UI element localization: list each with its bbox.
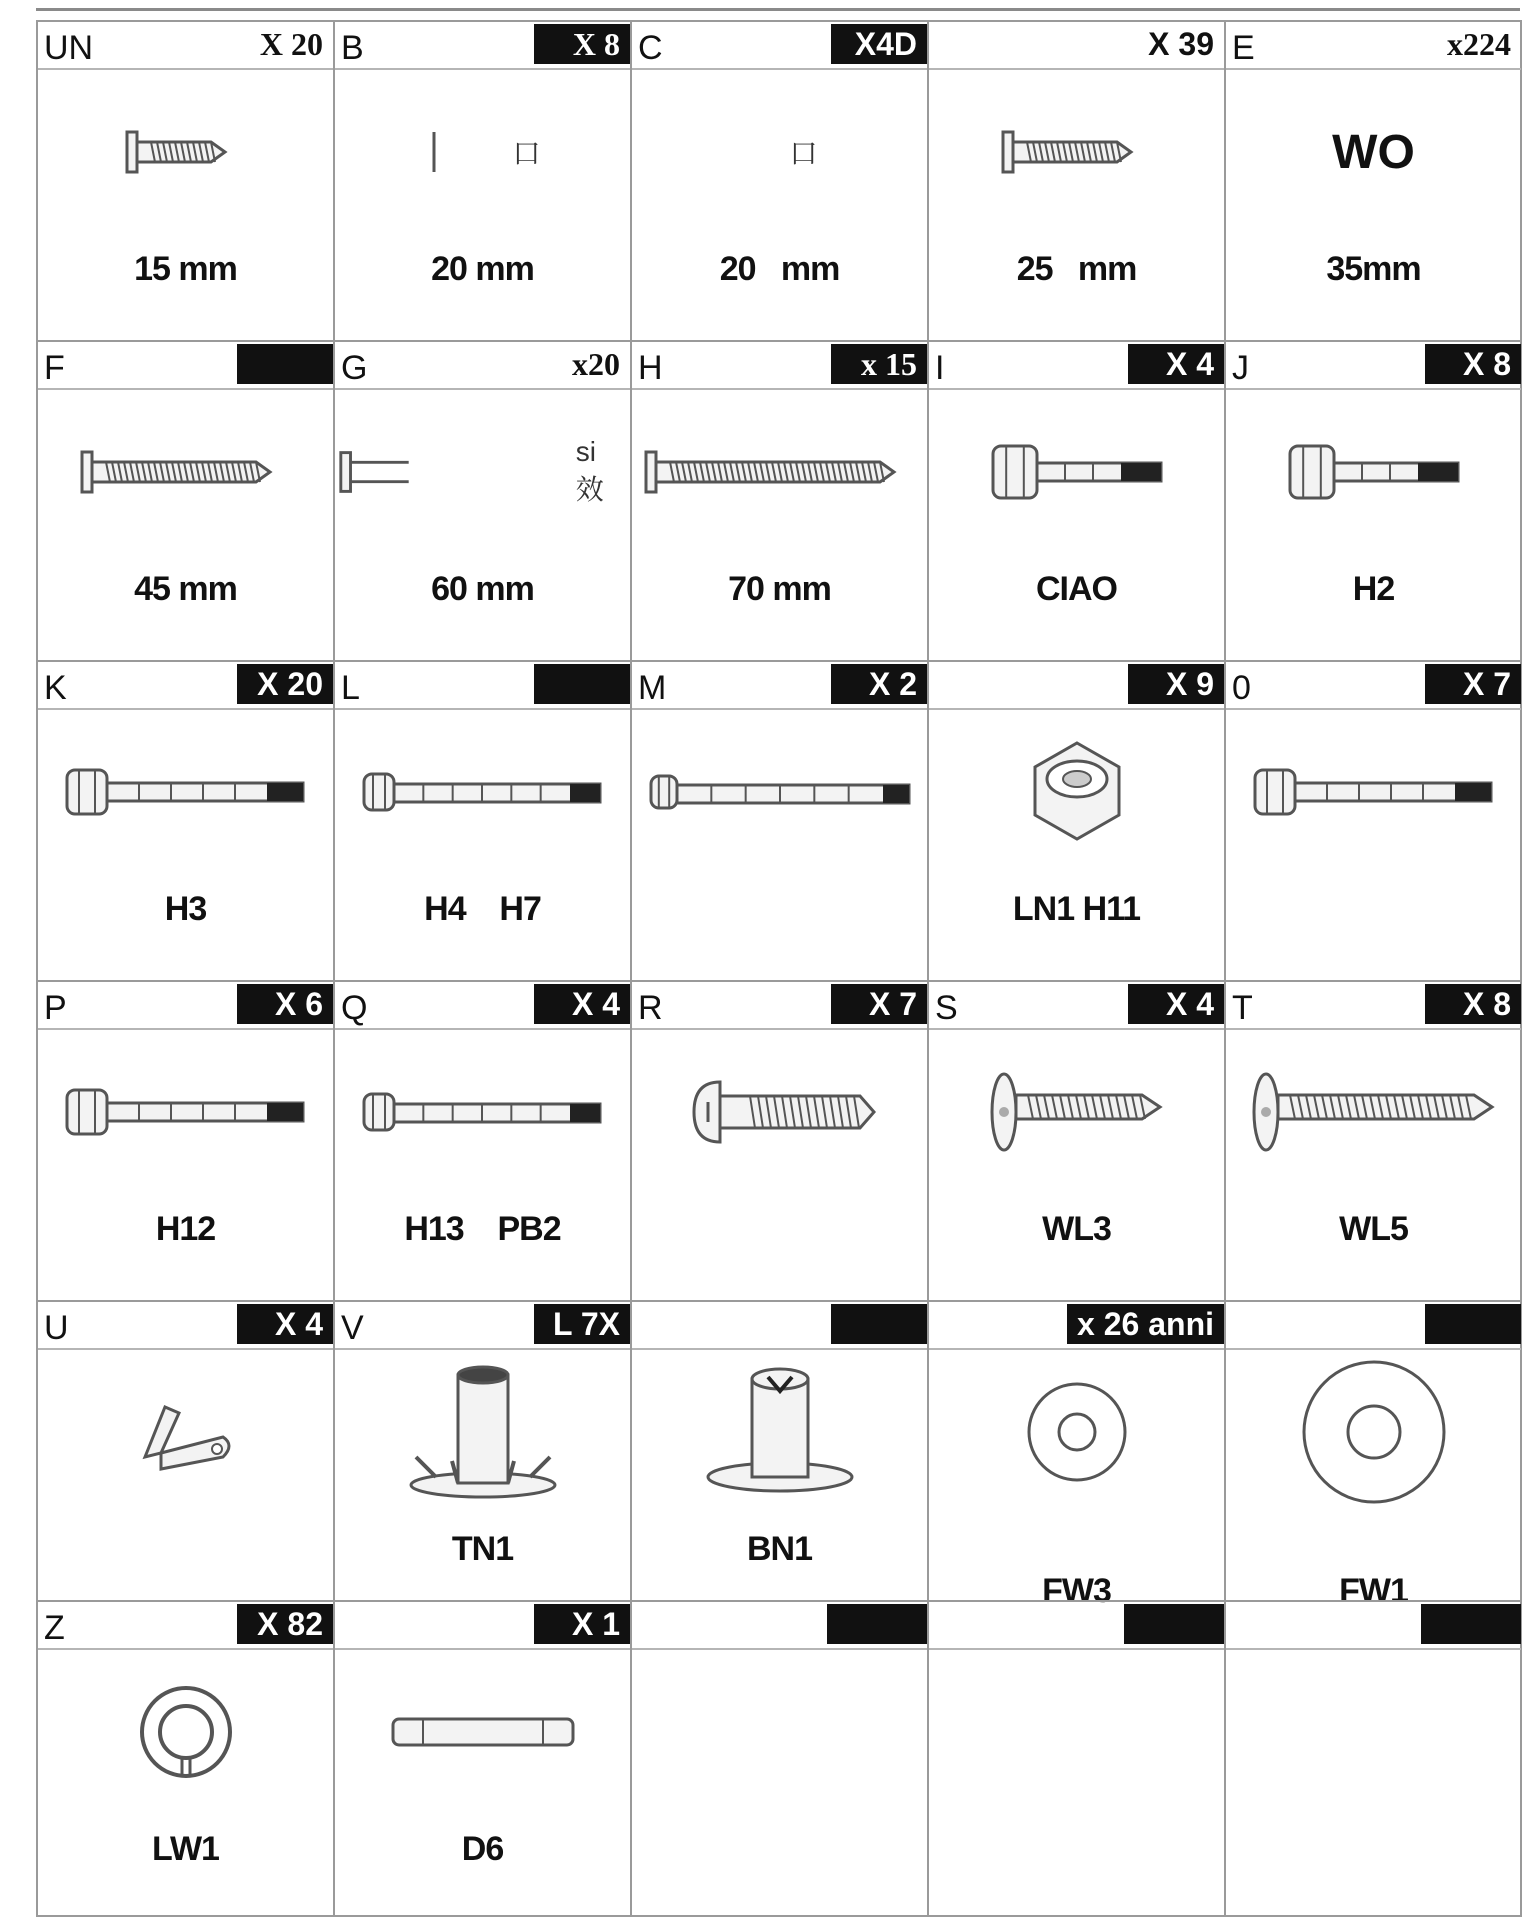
quantity-badge: X 82 — [237, 1604, 333, 1644]
quantity-badge — [827, 1604, 927, 1644]
parts-cell — [333, 20, 630, 340]
hex-bolt-medium-icon — [38, 712, 333, 872]
part-letter: S — [935, 989, 958, 1027]
part-label: 25 mm — [1016, 250, 1137, 288]
part-letter: P — [44, 989, 67, 1027]
wafer-head-screw-icon — [929, 1032, 1224, 1192]
quantity-badge — [1421, 1604, 1521, 1644]
part-letter: I — [935, 349, 945, 387]
hex-bolt-long-icon — [335, 1032, 630, 1192]
parts-cell — [36, 660, 333, 980]
lock-washer-icon — [38, 1652, 333, 1812]
cell-header — [1226, 1302, 1521, 1350]
quantity-badge: X 6 — [237, 984, 333, 1024]
part-letter: G — [341, 349, 368, 387]
parts-cell — [36, 980, 333, 1300]
quantity-badge: X 2 — [831, 664, 927, 704]
cell-header — [38, 1602, 333, 1650]
hex-bolt-extra-long-icon — [632, 712, 927, 872]
hex-bolt-medium-icon — [1226, 712, 1521, 872]
extra-long-screw-icon — [632, 392, 927, 552]
part-label: TN1 — [451, 1530, 514, 1568]
cell-header — [335, 342, 630, 390]
part-letter: C — [638, 29, 663, 67]
parts-cell — [927, 1600, 1224, 1915]
cell-header — [335, 1602, 630, 1650]
lock-nut-icon — [929, 712, 1224, 872]
glyph-text: si 效 — [575, 436, 604, 505]
quantity-badge — [1124, 1604, 1224, 1644]
quantity-badge: X 20 — [237, 664, 333, 704]
hardware-grid — [36, 20, 1522, 1917]
cell-header — [632, 982, 927, 1030]
parts-cell — [630, 1300, 927, 1600]
quantity-badge: X 7 — [831, 984, 927, 1024]
part-letter: M — [638, 669, 667, 707]
small-washer-icon — [929, 1352, 1224, 1512]
quantity-badge: L 7X — [534, 1304, 630, 1344]
part-label: WL5 — [1339, 1210, 1408, 1248]
parts-cell — [333, 1600, 630, 1915]
quantity-badge: X 4 — [1128, 984, 1224, 1024]
cell-header — [632, 22, 927, 70]
quantity-badge: X 8 — [1425, 984, 1521, 1024]
cell-header — [335, 1302, 630, 1350]
parts-cell — [927, 1300, 1224, 1610]
quantity-badge: x20 — [572, 346, 620, 382]
quantity-badge: X 8 — [534, 24, 630, 64]
glyph-text: 口 — [789, 138, 818, 169]
long-screw-icon — [38, 392, 333, 552]
part-letter: J — [1232, 349, 1249, 387]
part-label: 45 mm — [134, 570, 237, 608]
quantity-badge: X 4 — [237, 1304, 333, 1344]
cell-header — [38, 22, 333, 70]
cell-header — [929, 1602, 1224, 1650]
cell-header — [335, 22, 630, 70]
large-washer-icon — [1226, 1352, 1521, 1512]
empty-art — [632, 1652, 927, 1812]
quantity-badge — [534, 664, 630, 704]
cell-header — [1226, 982, 1521, 1030]
cell-header — [38, 342, 333, 390]
cell-header — [929, 662, 1224, 710]
part-letter: T — [1232, 989, 1253, 1027]
parts-cell — [36, 340, 333, 660]
parts-cell — [333, 660, 630, 980]
tee-nut-icon — [335, 1352, 630, 1512]
cell-header — [38, 982, 333, 1030]
quantity-badge — [237, 344, 333, 384]
part-letter: U — [44, 1309, 69, 1347]
parts-cell — [1224, 980, 1521, 1300]
parts-cell — [1224, 20, 1521, 340]
quantity-badge: X 9 — [1128, 664, 1224, 704]
top-rule — [36, 8, 1520, 11]
parts-cell — [927, 20, 1224, 340]
part-label: BN1 — [746, 1530, 813, 1568]
parts-cell — [333, 980, 630, 1300]
part-letter: B — [341, 29, 364, 67]
empty-art — [929, 1652, 1224, 1812]
part-letter: K — [44, 669, 67, 707]
angle-bracket-icon — [38, 1352, 333, 1512]
cell-header — [929, 342, 1224, 390]
bracket-glyph-icon — [335, 72, 630, 232]
part-letter: E — [1232, 29, 1255, 67]
hex-bolt-short-icon — [1226, 392, 1521, 552]
cell-header — [632, 342, 927, 390]
part-letter: R — [638, 989, 663, 1027]
quantity-badge — [831, 1304, 927, 1344]
part-label: 15 mm — [134, 250, 237, 288]
quantity-badge — [1425, 1304, 1521, 1344]
cell-header — [1226, 662, 1521, 710]
part-label: H13 PB2 — [404, 1210, 561, 1248]
parts-cell — [630, 1600, 927, 1915]
part-label: H2 — [1352, 570, 1395, 608]
parts-cell — [630, 340, 927, 660]
cell-header — [335, 982, 630, 1030]
part-label: 35mm — [1326, 250, 1421, 288]
quantity-badge: X 4 — [1128, 344, 1224, 384]
part-label: H4 H7 — [424, 890, 541, 928]
cell-header — [38, 1302, 333, 1350]
medium-screw-icon — [929, 72, 1224, 232]
dowel-icon — [335, 1652, 630, 1812]
part-letter: Q — [341, 989, 368, 1027]
cell-header — [1226, 342, 1521, 390]
part-letter: 0 — [1232, 669, 1251, 707]
pan-head-screw-icon — [632, 1032, 927, 1192]
parts-cell — [1224, 1600, 1521, 1915]
parts-cell — [333, 1300, 630, 1600]
glyph-text: 口 — [512, 138, 541, 169]
cell-header — [929, 22, 1224, 70]
part-label: WL3 — [1042, 1210, 1111, 1248]
hex-bolt-short-icon — [929, 392, 1224, 552]
square-glyph-icon — [632, 72, 927, 232]
part-label: H12 — [155, 1210, 216, 1248]
cell-header — [632, 1602, 927, 1650]
part-label: 70 mm — [728, 570, 831, 608]
part-label: 20 mm — [719, 250, 840, 288]
part-letter: UN — [44, 29, 94, 67]
parts-cell — [36, 1600, 333, 1915]
parts-cell — [1224, 660, 1521, 980]
parts-cell — [927, 980, 1224, 1300]
parts-cell — [1224, 1300, 1521, 1610]
quantity-badge: X 39 — [1148, 26, 1214, 62]
hex-bolt-long-icon — [335, 712, 630, 872]
part-letter: Z — [44, 1609, 65, 1647]
part-letter: V — [341, 1309, 364, 1347]
part-label: CIAO — [1036, 570, 1117, 608]
cell-header — [335, 662, 630, 710]
art-text: WO — [1332, 125, 1415, 179]
parts-cell — [36, 20, 333, 340]
short-screw-icon — [38, 72, 333, 232]
part-letter: L — [341, 669, 360, 707]
cell-header — [1226, 22, 1521, 70]
quantity-badge: X 7 — [1425, 664, 1521, 704]
hex-bolt-medium-icon — [38, 1032, 333, 1192]
empty-art — [1226, 1652, 1521, 1812]
part-label: FW3 — [1042, 1572, 1111, 1610]
quantity-badge: X4D — [831, 24, 927, 64]
parts-cell — [1224, 340, 1521, 660]
part-label: 20 mm — [431, 250, 534, 288]
quantity-badge: X 1 — [534, 1604, 630, 1644]
parts-cell — [630, 660, 927, 980]
part-label: 60 mm — [431, 570, 534, 608]
partial-screw-icon — [335, 392, 630, 552]
parts-cell — [36, 1300, 333, 1600]
parts-cell — [333, 340, 630, 660]
cell-header — [1226, 1602, 1521, 1650]
part-label: LW1 — [152, 1830, 219, 1868]
cell-header — [632, 662, 927, 710]
part-label: LN1 H11 — [1012, 890, 1141, 928]
part-label: FW1 — [1339, 1572, 1408, 1610]
wo-text — [1226, 72, 1521, 232]
quantity-badge: x 26 anni — [1067, 1304, 1224, 1344]
quantity-badge: x224 — [1447, 26, 1511, 62]
parts-cell — [630, 20, 927, 340]
quantity-badge: X 4 — [534, 984, 630, 1024]
quantity-badge: x 15 — [831, 344, 927, 384]
cell-header — [929, 1302, 1224, 1350]
part-letter: F — [44, 349, 65, 387]
cell-header — [929, 982, 1224, 1030]
part-label: H3 — [164, 890, 207, 928]
wafer-head-long-screw-icon — [1226, 1032, 1521, 1192]
part-letter: H — [638, 349, 663, 387]
part-label: D6 — [461, 1830, 504, 1868]
parts-cell — [927, 340, 1224, 660]
cell-header — [38, 662, 333, 710]
barrel-nut-icon — [632, 1352, 927, 1512]
quantity-badge: X 8 — [1425, 344, 1521, 384]
quantity-badge: X 20 — [259, 26, 323, 62]
parts-cell — [927, 660, 1224, 980]
parts-cell — [630, 980, 927, 1300]
cell-header — [632, 1302, 927, 1350]
